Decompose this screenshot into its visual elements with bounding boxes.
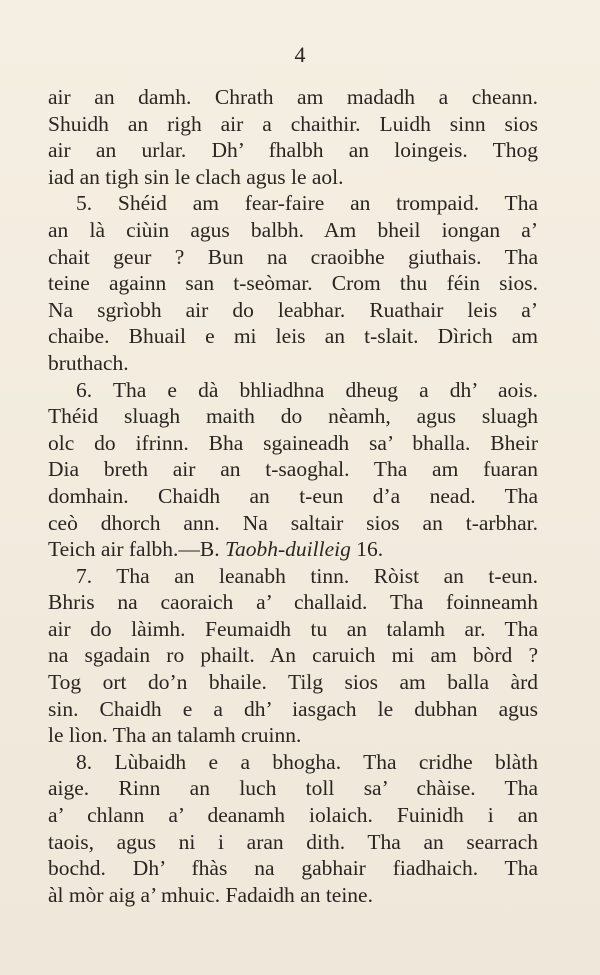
text-line-main: àl mòr aig a’ mhuic. Fadaidh an teine. [48, 882, 373, 907]
text-line-main: 6. Tha e dà bhliadhna dheug a dh’ aois. [76, 377, 538, 402]
text-line [48, 190, 538, 217]
text-line-main: na sgadain ro phailt. An caruich mi am bòrd ? [48, 643, 538, 668]
text-line-main: ceò dhorch ann. Na saltair sios an t-arbhar. [48, 510, 538, 535]
text-line [48, 802, 538, 829]
text-line [48, 589, 538, 616]
text-line-main: olc do ifrinn. Bha sgaineadh sa’ bhalla. Bheir [48, 430, 538, 455]
text-line [48, 403, 538, 430]
text-line-main: bochd. Dh’ fhàs na gabhair fiadhaich. Tha [48, 856, 538, 881]
text-line [48, 350, 538, 377]
text-line-italic: Taobh-duilleig [225, 537, 351, 562]
page-number: 4 [294, 42, 306, 67]
text-line-main: Na sgrìobh air do leabhar. Ruathair leis a’ [48, 297, 538, 322]
text-line [48, 84, 538, 111]
text-line-main: Shuidh an righ air a chaithir. Luidh sinn sios [48, 111, 538, 136]
text-line [48, 855, 538, 882]
text-line [48, 111, 538, 138]
text-line-main: domhain. Chaidh an t-eun d’a nead. Tha [48, 483, 538, 508]
text-line [48, 164, 538, 191]
text-line-main: 8. Lùbaidh e a bhogha. Tha cridhe blàth [76, 749, 538, 774]
text-line [48, 323, 538, 350]
text-line-main: 5. Shéid am fear-faire an trompaid. Tha [76, 191, 538, 216]
text-line-main: chait geur ? Bun na craoibhe giuthais. Tha [48, 244, 538, 269]
text-line-main: Théid sluagh maith do nèamh, agus sluagh [48, 404, 538, 429]
text-line [48, 377, 538, 404]
text-line-main: teine againn san t-seòmar. Crom thu féin sios. [48, 271, 538, 296]
text-line-main: 7. Tha an leanabh tinn. Ròist an t-eun. [76, 563, 538, 588]
text-line [48, 536, 538, 563]
text-line [48, 563, 538, 590]
text-line [48, 137, 538, 164]
text-line [48, 882, 538, 909]
text-line-main: an là ciùin agus balbh. Am bheil iongan a’ [48, 217, 538, 242]
text-line [48, 456, 538, 483]
text-line-main: air do làimh. Feumaidh tu an talamh ar. Tha [48, 616, 538, 641]
text-line-main: taois, agus ni i aran dith. Tha an searrach [48, 829, 538, 854]
text-line-main: Dia breth air an t-saoghal. Tha am fuaran [48, 457, 538, 482]
text-line-main: air an urlar. Dh’ fhalbh an loingeis. Thog [48, 138, 538, 163]
text-line-main: sin. Chaidh e a dh’ iasgach le dubhan agus [48, 696, 538, 721]
text-line-main: Bhris na caoraich a’ challaid. Tha foinneamh [48, 590, 538, 615]
text-line-main: a’ chlann a’ deanamh iolaich. Fuinidh i an [48, 803, 538, 828]
text-line-main: air an damh. Chrath am madadh a cheann. [48, 85, 538, 109]
text-line [48, 297, 538, 324]
text-line-main: chaibe. Bhuail e mi leis an t-slait. Dìrich am [48, 324, 538, 349]
text-line-main: Tog ort do’n bhaile. Tilg sios am balla àrd [48, 670, 538, 695]
text-line [48, 775, 538, 802]
text-line [48, 244, 538, 271]
text-line-main: aige. Rinn an luch toll sa’ chàise. Tha [48, 776, 538, 801]
text-line [48, 430, 538, 457]
text-line [48, 616, 538, 643]
text-line [48, 722, 538, 749]
text-line [48, 696, 538, 723]
page-text [48, 84, 538, 908]
text-line-main: bruthach. [48, 350, 129, 375]
text-line [48, 749, 538, 776]
text-line-tail: 16. [350, 537, 384, 562]
text-line [48, 483, 538, 510]
text-line [48, 270, 538, 297]
text-line-main: iad an tigh sin le clach agus le aol. [48, 164, 344, 189]
text-line [48, 669, 538, 696]
text-line [48, 642, 538, 669]
text-line-main: Teich air falbh.—B. [48, 537, 220, 562]
text-line-main: le lìon. Tha an talamh cruinn. [48, 723, 302, 748]
text-line [48, 829, 538, 856]
text-line [48, 217, 538, 244]
text-line [48, 510, 538, 537]
